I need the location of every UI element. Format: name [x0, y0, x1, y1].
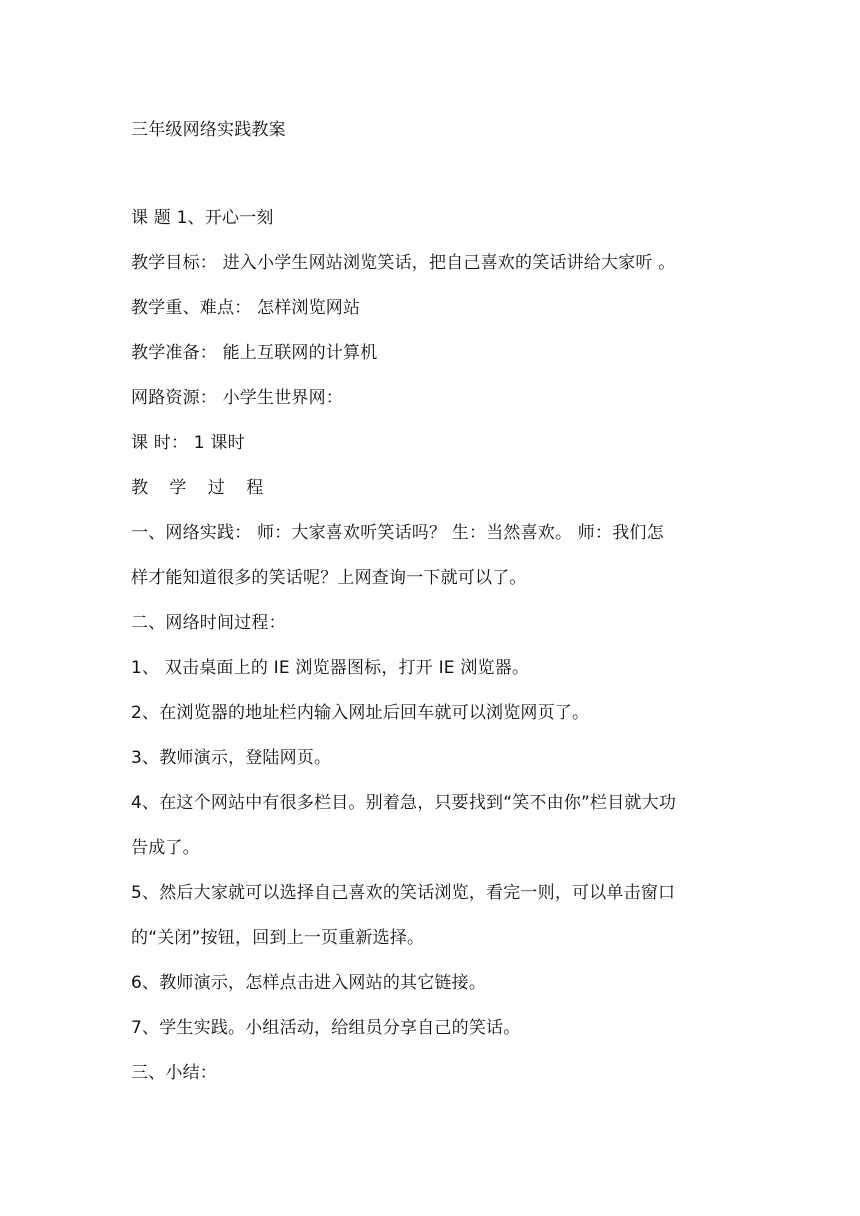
step-3: 3、教师演示，登陆网页。	[131, 748, 332, 768]
step-4-line1: 4、在这个网站中有很多栏目。别着急，只要找到“笑不由你”栏目就大功	[131, 793, 677, 813]
teaching-preparation: 教学准备： 能上互联网的计算机	[131, 343, 378, 363]
step-5-line1: 5、然后大家就可以选择自己喜欢的笑话浏览，看完一则，可以单击窗口	[131, 883, 676, 903]
section1-line1: 一、网络实践： 师：大家喜欢听笑话吗？ 生：当然喜欢。 师：我们怎	[131, 523, 664, 543]
section3-heading: 三、小结：	[131, 1063, 217, 1083]
class-hours: 课 时： 1 课时	[131, 433, 245, 453]
step-7: 7、学生实践。小组活动，给组员分享自己的笑话。	[131, 1018, 521, 1038]
step-4-line2: 告成了。	[131, 838, 200, 858]
section2-heading: 二、网络时间过程：	[131, 613, 286, 633]
process-heading: 教 学 过 程	[131, 478, 272, 498]
lesson-topic: 课 题 1、开心一刻	[131, 208, 274, 228]
step-5-line2: 的“关闭”按钮，回到上一页重新选择。	[131, 928, 425, 948]
document-title: 三年级网络实践教案	[131, 120, 286, 140]
step-2: 2、在浏览器的地址栏内输入网址后回车就可以浏览网页了。	[131, 703, 590, 723]
step-6: 6、教师演示，怎样点击进入网站的其它链接。	[131, 973, 487, 993]
section1-line2: 样才能知道很多的笑话呢？上网查询一下就可以了。	[131, 568, 527, 588]
step-1: 1、 双击桌面上的 IE 浏览器图标，打开 IE 浏览器。	[131, 658, 530, 678]
network-resources: 网路资源： 小学生世界网：	[131, 388, 344, 408]
teaching-objective: 教学目标： 进入小学生网站浏览笑话，把自己喜欢的笑话讲给大家听 。	[131, 253, 676, 273]
key-points: 教学重、难点： 怎样浏览网站	[131, 298, 361, 318]
